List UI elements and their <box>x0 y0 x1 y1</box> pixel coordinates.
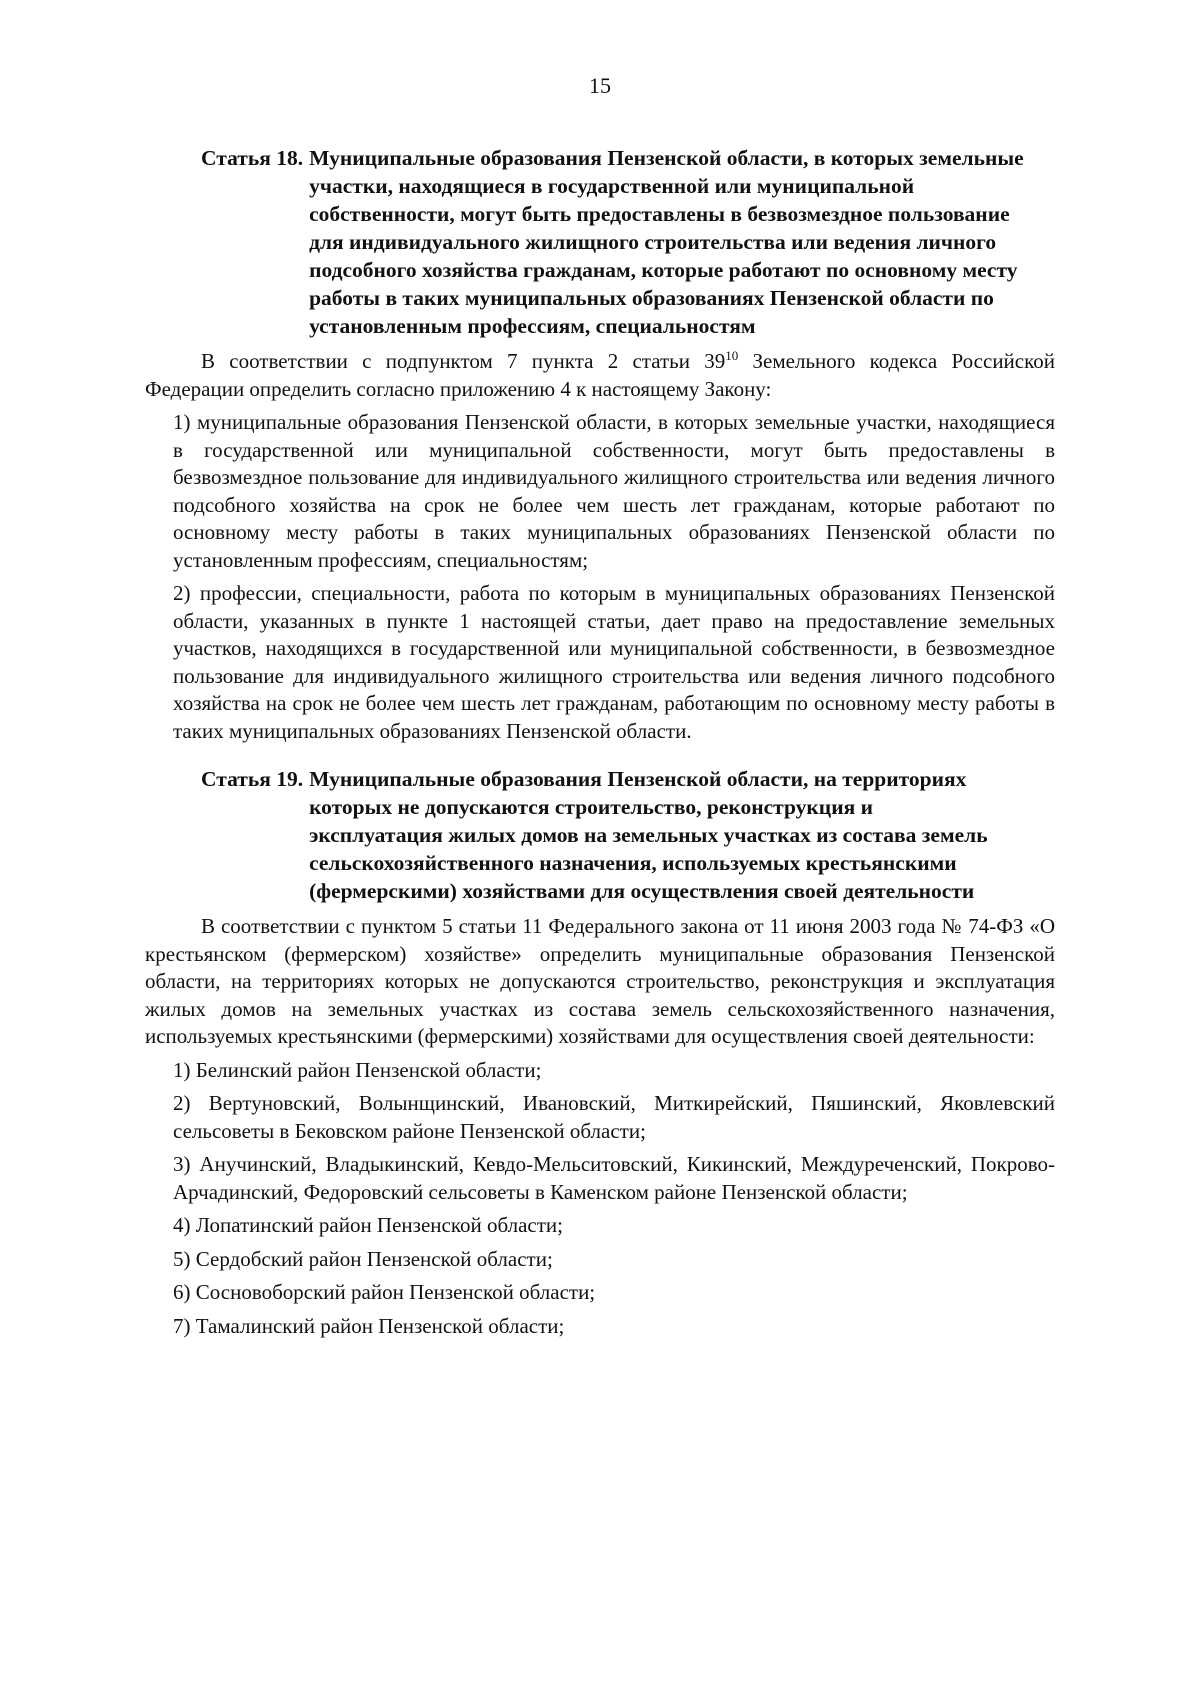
article-19-title: Муниципальные образования Пензенской области, на территориях которых не допускаются строительство, реконструкция и эксплуатация жилых домов на земельных участках из состава земель сельскохозяйственного назначения, используемых крестьянскими (фермерскими) хозяйствами для осуществления своей деятельности <box>309 767 988 903</box>
article-18-intro-start: В соответствии с подпунктом 7 пункта 2 статьи 39 <box>201 349 726 373</box>
article-19-item: 2) Вертуновский, Волынщинский, Ивановский, Миткирейский, Пяшинский, Яковлевский сельсоветы в Бековском районе Пензенской области; <box>173 1091 1055 1143</box>
article-19-item: 3) Анучинский, Владыкинский, Кевдо-Мельситовский, Кикинский, Междуреченский, Покрово-Арчадинский, Федоровский сельсоветы в Каменском районе Пензенской области; <box>173 1152 1055 1204</box>
article-19-item: 7) Тамалинский район Пензенской области; <box>173 1313 565 1338</box>
article-18-intro <box>145 348 1055 403</box>
article-18-intro-superscript: 10 <box>725 348 739 363</box>
article-18-item: 2) профессии, специальности, работа по которым в муниципальных образованиях Пензенской области, указанных в пункте 1 настоящей статьи, дает право на предоставление земельных участков, находящихся в государственной или муниципальной собственности, в безвозмездное пользование для индивидуального жилищного строительства или ведения личного подсобного хозяйства на срок не более чем шесть лет гражданам, работающим по основному месту работы в таких муниципальных образованиях Пензенской области. <box>173 581 1055 743</box>
article-19-item: 4) Лопатинский район Пензенской области; <box>173 1213 563 1237</box>
page-number: 15 <box>589 73 611 98</box>
article-18-item: 1) муниципальные образования Пензенской области, в которых земельные участки, находящиеся в государственной или муниципальной собственности, могут быть предоставлены в безвозмездное пользование для индивидуального жилищного строительства или ведения личного подсобного хозяйства на срок не более чем шесть лет гражданам, которые работают по основному месту работы в таких муниципальных образованиях Пензенской области по установленным профессиям, специальностям; <box>173 410 1055 572</box>
article-18-title: Муниципальные образования Пензенской области, в которых земельные участки, находящиеся в государственной или муниципальной собственности, могут быть предоставлены в безвозмездное пользование для индивидуального жилищного строительства или ведения личного подсобного хозяйства гражданам, которые работают по основному месту работы в таких муниципальных образованиях Пензенской области по установленным профессиям, специальностям <box>309 146 1024 338</box>
article-19-item: 6) Сосновоборский район Пензенской области; <box>173 1280 596 1304</box>
article-19-heading <box>145 765 1055 905</box>
article-18-label: Статья 18. <box>201 146 304 170</box>
article-19-label: Статья 19. <box>201 767 304 791</box>
article-19-intro: В соответствии с пунктом 5 статьи 11 Федерального закона от 11 июня 2003 года № 74-ФЗ «О крестьянском (фермерском) хозяйстве» определить муниципальные образования Пензенской области, на территориях которых не допускаются строительство, реконструкция и эксплуатация жилых домов на земельных участках из состава земель сельскохозяйственного назначения, используемых крестьянскими (фермерскими) хозяйствами для осуществления своей деятельности: <box>145 914 1055 1048</box>
article-19-item: 1) Белинский район Пензенской области; <box>173 1057 542 1082</box>
document-body <box>145 144 1055 1346</box>
article-18-intro-end: Земельного кодекса Российской Федерации определить согласно приложению 4 к настоящему Закону: <box>145 349 1055 401</box>
article-18-heading <box>145 144 1055 340</box>
article-19-item: 5) Сердобский район Пензенской области; <box>173 1246 553 1271</box>
